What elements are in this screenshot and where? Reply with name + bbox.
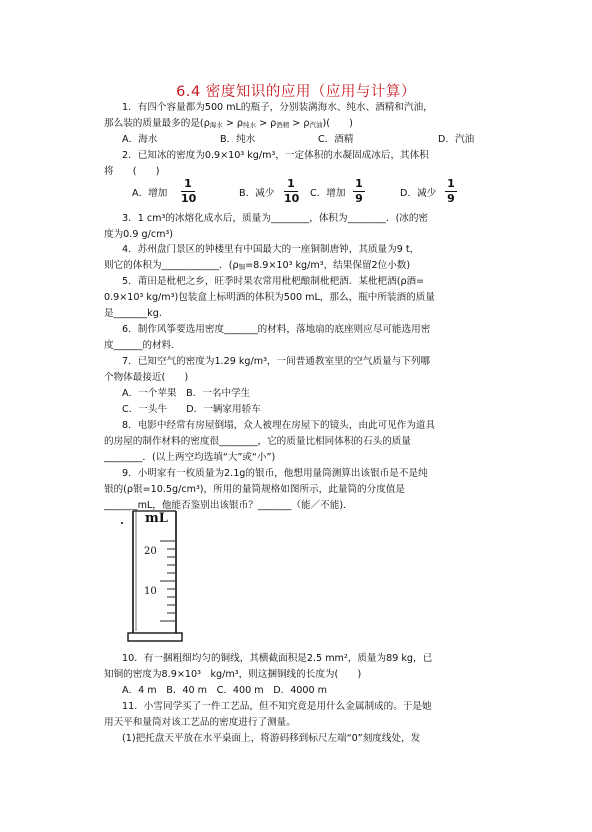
q6-line1: 6．制作风筝要选用密度_______的材料，落地扇的底座则应尽可能选用密: [122, 324, 431, 335]
cylinder-mark-20: 20: [144, 546, 157, 557]
q2-option-a: A．增加: [132, 188, 168, 199]
q1-line1: 1．有四个容量都为500 mL的瓶子，分别装满海水、纯水、酒精和汽油，: [122, 102, 433, 113]
q2-frac-b: 1 10: [284, 177, 300, 205]
q1-line2: 那么装的质量最多的是(ρ海水 > ρ纯水 > ρ酒精 > ρ汽油)( ): [104, 118, 353, 129]
q11-line3: (1)把托盘天平放在水平桌面上，将游码移到标尺左端“0”刻度线处，发: [122, 733, 421, 744]
q2-frac-d: 1 9: [445, 178, 457, 205]
q10-line2: 知铜的密度为8.9×10³ kg/m³，则这捆铜线的长度为( ): [104, 669, 362, 680]
q3-line1: 3．1 cm³的冰熔化成水后，质量为________，体积为________．(冰的密: [122, 213, 429, 224]
q9-line3: _______mL，他能否鉴别出该银币？_______（能／不能)．: [104, 500, 353, 511]
q5-line2: 0.9×10³ kg/m³)包装盒上标明酒的体积为500 mL，那么，瓶中所装酒的质量: [104, 292, 435, 303]
q8-line3: ________．(以上两空均选填“大”或“小”): [104, 452, 276, 463]
q2-option-c: C．增加: [310, 188, 346, 199]
cylinder-mark-10: 10: [144, 586, 157, 597]
q2-line1: 2．已知冰的密度为0.9×10³ kg/m³，一定体积的水凝固成冰后，其体积: [122, 150, 429, 161]
q1-option-a: A．海水: [122, 134, 158, 145]
page-title: 6.4 密度知识的应用（应用与计算）: [176, 84, 416, 100]
q2-option-d: D．减少: [400, 188, 437, 199]
q8-line2: 的房屋的制作材料的密度很________，它的质量比相同体积的石头的质量: [104, 436, 411, 447]
q4-line2: 则它的体积为____________．(ρ铜=8.9×10³ kg/m³，结果保留2位小数): [104, 260, 411, 271]
graduated-cylinder-icon: [120, 505, 190, 650]
q2-option-b: B．减少: [239, 188, 275, 199]
cylinder-unit-label: mL: [145, 511, 168, 526]
graduated-cylinder-figure: [120, 505, 190, 650]
q11-line1: 11．小雪同学买了一件工艺品，但不知究竟是用什么金属制成的。于是她: [122, 701, 432, 712]
q10-options: A．4 m B．40 m C．400 m D．4000 m: [122, 685, 328, 696]
q5-line1: 5．莆田是枇杷之乡，旺季时果农常用枇杷酿制枇杷酒．某枇杷酒(ρ酒=: [122, 276, 425, 287]
q7-line1: 7．已知空气的密度为1.29 kg/m³，一间普通教室里的空气质量与下列哪: [122, 356, 431, 367]
q2-line2: 将 ( ): [104, 166, 160, 177]
q8-line1: 8．电影中经常有房屋倒塌，众人被埋在房屋下的镜头，由此可见作为道具: [122, 420, 436, 431]
q7-options-ab: A．一个苹果 B．一名中学生: [122, 388, 251, 399]
q1-option-c: C．酒精: [318, 134, 354, 145]
q5-line3: 是_______kg.: [104, 308, 162, 319]
q7-options-cd: C．一头牛 D．一辆家用轿车: [122, 404, 261, 415]
q3-line2: 度为0.9 g/cm³): [104, 229, 174, 240]
q10-line1: 10．有一捆粗细均匀的铜线，其横截面积是2.5 mm²，质量为89 kg，已: [122, 653, 433, 664]
q1-option-d: D．汽油: [438, 134, 475, 145]
q9-line2: 银的(ρ银=10.5g/cm³)，所用的量筒规格如图所示，此量筒的分度值是: [104, 484, 406, 495]
q2-frac-a: 1 10: [181, 177, 197, 205]
q7-line2: 个物体最接近( ): [104, 372, 189, 383]
q9-line1: 9．小明家有一枚质量为2.1g的银币，他想用量筒测算出该银币是不是纯: [122, 468, 428, 479]
q4-line1: 4．苏州盘门景区的钟楼里有中国最大的一座铜制唐钟，其质量为9 t，: [122, 244, 420, 255]
q6-line2: 度______的材料．: [104, 340, 181, 351]
q1-option-b: B．纯水: [220, 134, 256, 145]
q2-frac-c: 1 9: [353, 178, 365, 205]
q11-line2: 用天平和量筒对该工艺品的密度进行了测量。: [104, 717, 296, 728]
